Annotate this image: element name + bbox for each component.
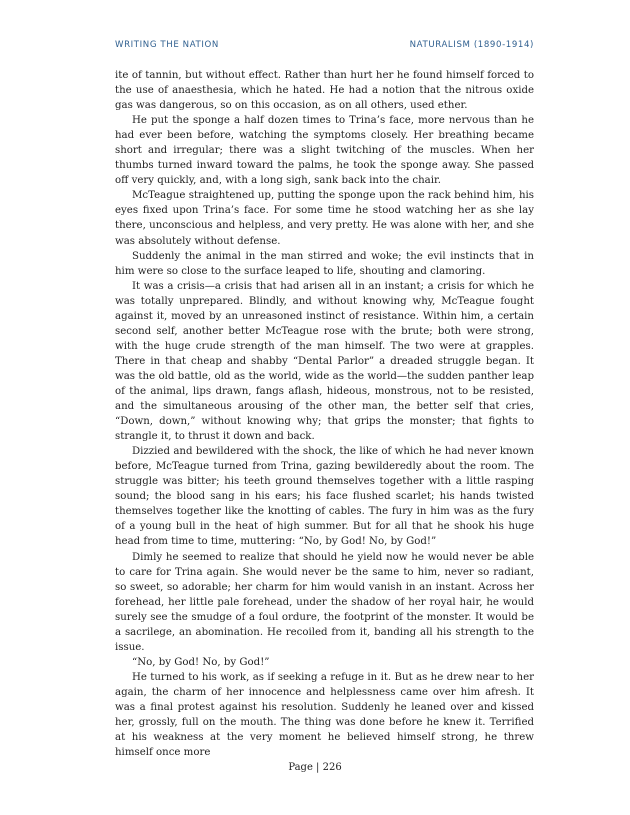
running-header xyxy=(115,40,534,50)
paragraph: Dizzied and bewildered with the shock, the like of which he had never known before, McTeague turned from Trina, gazing bewilderedly about the room. The struggle was bitter; his teeth ground themselves together with a little rasping sound; the blood sang in his ears; his face flushed scarlet; his hands twisted themselves together like the knotting of cables. The fury in him was as the fury of a young bull in the heat of high summer. But for all that he shook his huge head from time to time, muttering: “No, by God! No, by God!” xyxy=(115,446,534,548)
paragraph: He put the sponge a half dozen times to Trina’s face, more nervous than he had ever been before, watching the symptoms closely. Her breathing became short and irregular; there was a slight twitching of the muscles. When her thumbs turned inward toward the palms, he took the sponge away. She passed off very quickly, and, with a long sigh, sank back into the chair. xyxy=(115,115,534,187)
paragraph: McTeague straightened up, putting the sponge upon the rack behind him, his eyes fixed upon Trina’s face. For some time he stood watching her as she lay there, unconscious and helpless, and very pretty. He was alone with her, and she was absolutely without defense. xyxy=(115,190,534,247)
paragraph: Suddenly the animal in the man stirred and woke; the evil instincts that in him were so close to the surface leaped to life, shouting and clamoring. xyxy=(115,250,534,277)
header-left-title: WRITING THE NATION xyxy=(115,40,219,50)
page-number: Page | 226 xyxy=(288,762,342,773)
header-right-title: NATURALISM (1890-1914) xyxy=(409,40,534,50)
paragraph: Dimly he seemed to realize that should he yield now he would never be able to care for Trina again. She would never be the same to him, never so radiant, so sweet, so adorable; her charm for him would vanish in an instant. Across her forehead, her little pale forehead, under the shadow of her royal hair, he would surely see the smudge of a foul ordure, the footprint of the monster. It would be a sacrilege, an abomination. He recoiled from it, banding all his strength to the issue. xyxy=(115,551,534,653)
body-text xyxy=(115,68,534,760)
paragraph: It was a crisis—a crisis that had arisen all in an instant; a crisis for which he was totally unprepared. Blindly, and without knowing why, McTeague fought against it, moved by an unreasoned instinct of resistance. Within him, a certain second self, another better McTeague rose with the brute; both were strong, with the huge crude strength of the man himself. The two were at grapples. There in that cheap and shabby “Dental Parlor” a dreaded struggle began. It was the old battle, old as the world, wide as the world—the sudden panther leap of the animal, lips drawn, fangs aflash, hideous, monstrous, not to be resisted, and the simultaneous arousing of the other man, the better self that cries, “Down, down,” without knowing why; that grips the monster; that fights to strangle it, to thrust it down and back. xyxy=(115,280,534,443)
page-footer xyxy=(0,762,630,773)
paragraph: “No, by God! No, by God!” xyxy=(132,656,270,668)
paragraph: ite of tannin, but without effect. Rather than hurt her he found himself forced to the use of anaesthesia, which he hated. He had a notion that the nitrous oxide gas was dangerous, so on this occasion, as on all others, used ether. xyxy=(115,70,534,112)
paragraph: He turned to his work, as if seeking a refuge in it. But as he drew near to her again, the charm of her innocence and helplessness came over him afresh. It was a final protest against his resolution. Suddenly he leaned over and kissed her, grossly, full on the mouth. The thing was done before he knew it. Terrified at his weakness at the very moment he believed himself strong, he threw himself once more xyxy=(115,671,534,759)
